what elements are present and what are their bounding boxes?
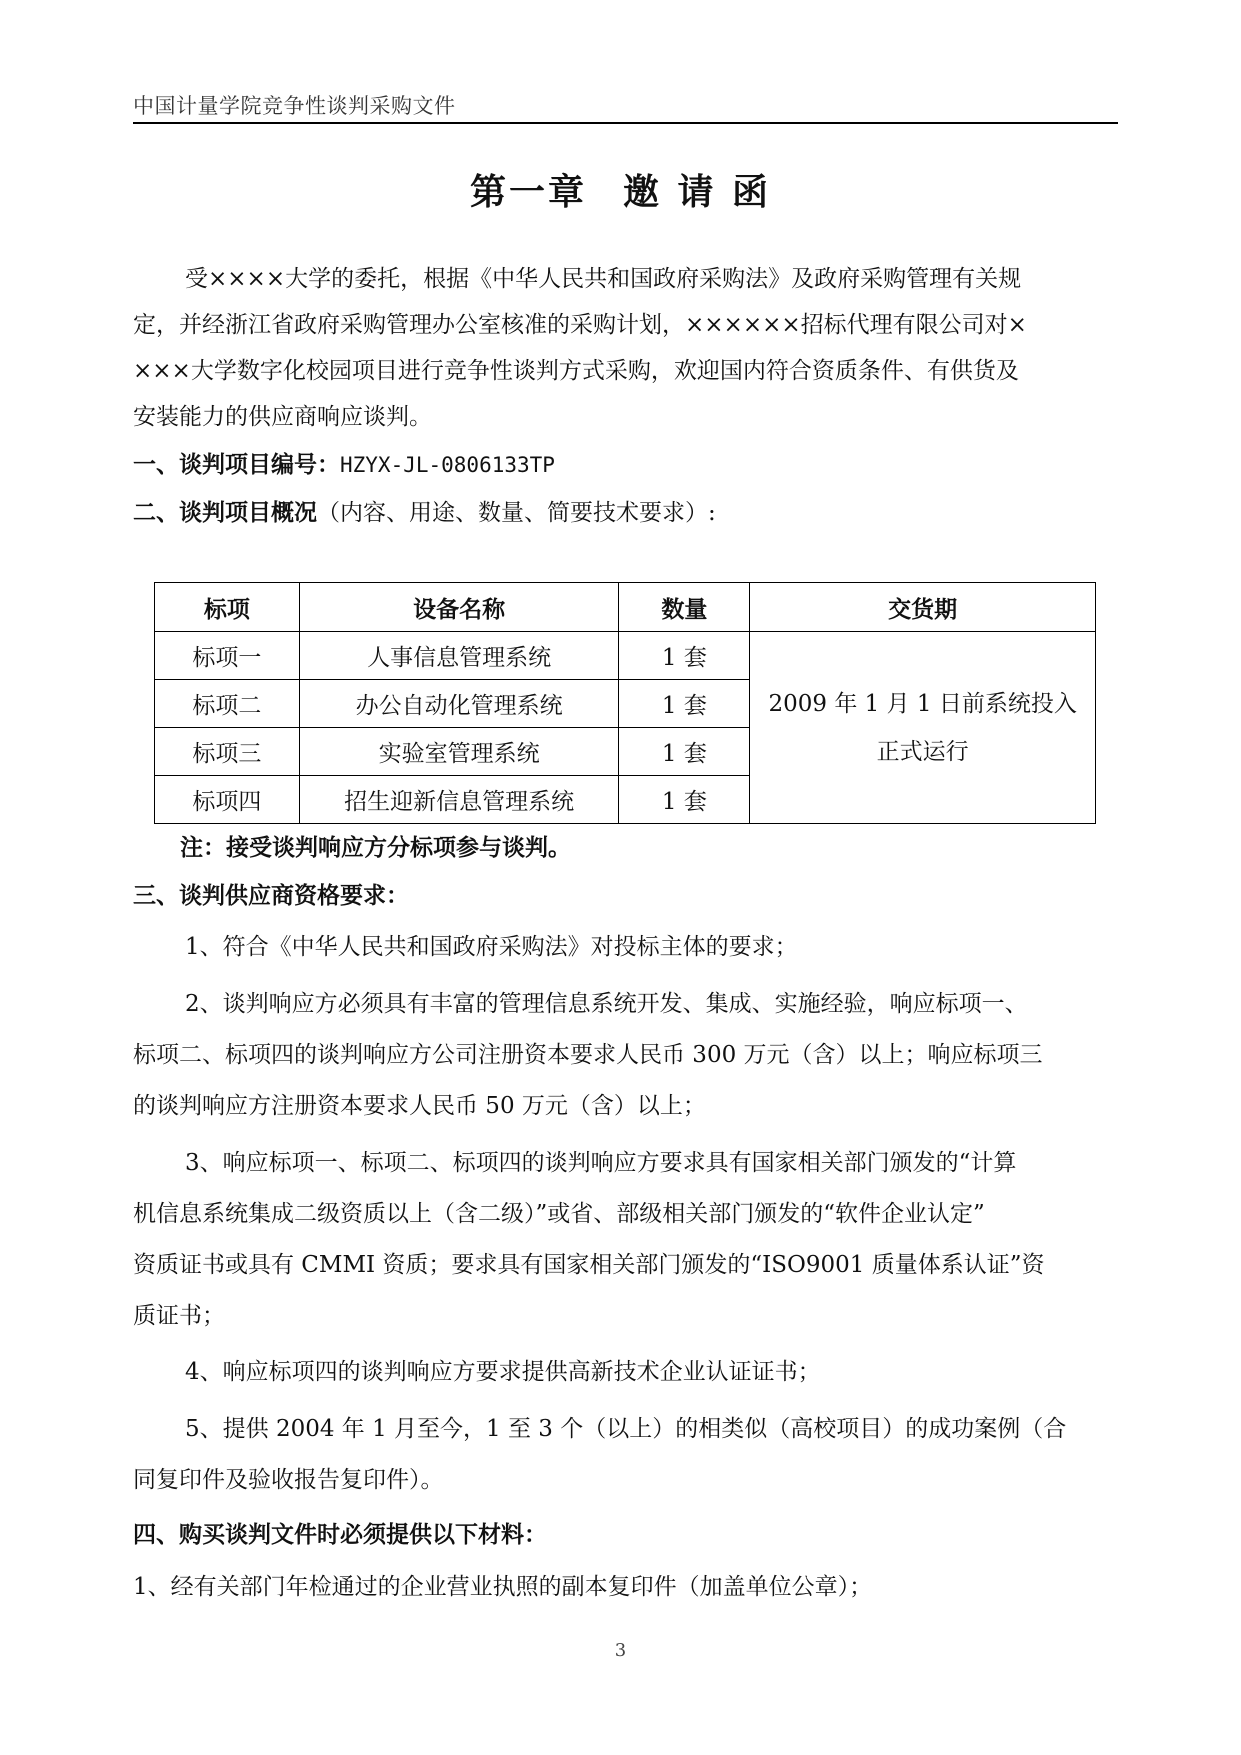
materials-item-1: 1、经有关部门年检通过的企业营业执照的副本复印件（加盖单位公章）； [133, 1574, 873, 1600]
table-row [155, 632, 1096, 680]
requirement-2-line-3: 的谈判响应方注册资本要求人民币 50 万元（含）以上； [133, 1093, 706, 1119]
intro-line-4: 安装能力的供应商响应谈判。 [133, 404, 432, 430]
cell-delivery [750, 632, 1096, 824]
requirement-5-line-2: 同复印件及验收报告复印件）。 [133, 1467, 444, 1493]
page-number: 3 [614, 1640, 627, 1661]
cell-name: 实验室管理系统 [299, 728, 619, 776]
chapter-number: 第一章 [469, 171, 587, 213]
cell-qty: 1 套 [619, 632, 750, 680]
cell-qty: 1 套 [619, 776, 750, 824]
chapter-title [0, 164, 1241, 215]
header-item: 标项 [155, 583, 300, 632]
requirement-2-line-2: 标项二、标项四的谈判响应方公司注册资本要求人民币 300 万元（含）以上；响应标项三 [133, 1042, 1043, 1068]
table-header-row [155, 583, 1096, 632]
cell-name: 人事信息管理系统 [299, 632, 619, 680]
cell-qty: 1 套 [619, 728, 750, 776]
delivery-line-2: 正式运行 [876, 738, 969, 765]
cell-item: 标项三 [155, 728, 300, 776]
header-quantity: 数量 [619, 583, 750, 632]
section-project-overview [133, 494, 716, 527]
page-header [133, 86, 1118, 124]
requirement-5-line-1: 5、提供 2004 年 1 月至今，1 至 3 个（以上）的相类似（高校项目）的成功案例（合 [185, 1416, 1067, 1442]
requirement-1: 1、符合《中华人民共和国政府采购法》对投标主体的要求； [185, 934, 798, 960]
cell-item: 标项二 [155, 680, 300, 728]
section2-suffix: （内容、用途、数量、简要技术要求）: [317, 500, 716, 526]
header-text: 中国计量学院竞争性谈判采购文件 [133, 94, 456, 118]
requirement-3-line-3: 资质证书或具有 CMMI 资质；要求具有国家相关部门颁发的“ISO9001 质量体系认证”资 [133, 1252, 1045, 1278]
cell-item: 标项一 [155, 632, 300, 680]
requirement-3-line-2: 机信息系统集成二级资质以上（含二级）”或省、部级相关部门颁发的“软件企业认定” [133, 1201, 985, 1227]
requirement-4: 4、响应标项四的谈判响应方要求提供高新技术企业认证证书； [185, 1359, 821, 1385]
header-device-name: 设备名称 [299, 583, 619, 632]
section-project-number [133, 446, 555, 479]
requirement-3-line-1: 3、响应标项一、标项二、标项四的谈判响应方要求具有国家相关部门颁发的“计算 [185, 1150, 1017, 1176]
section4-heading: 四、购买谈判文件时必须提供以下材料： [133, 1521, 547, 1548]
cell-item: 标项四 [155, 776, 300, 824]
section3-heading: 三、谈判供应商资格要求： [133, 882, 409, 909]
section2-label: 二、谈判项目概况 [133, 499, 317, 526]
intro-line-2: 定，并经浙江省政府采购管理办公室核准的采购计划，××××××招标代理有限公司对× [133, 312, 1027, 338]
header-delivery: 交货期 [750, 583, 1096, 632]
intro-line-1: 受××××大学的委托，根据《中华人民共和国政府采购法》及政府采购管理有关规 [185, 266, 1022, 292]
project-number-value: HZYX-JL-0806133TP [340, 453, 555, 477]
delivery-line-1: 2009 年 1 月 1 日前系统投入 [768, 690, 1077, 717]
intro-line-3: ×××大学数字化校园项目进行竞争性谈判方式采购，欢迎国内符合资质条件、有供货及 [133, 358, 1019, 384]
cell-name: 招生迎新信息管理系统 [299, 776, 619, 824]
project-items-table [154, 582, 1096, 824]
chapter-name: 邀 请 函 [622, 171, 772, 213]
requirement-3-line-4: 质证书； [133, 1303, 225, 1329]
cell-name: 办公自动化管理系统 [299, 680, 619, 728]
table-note: 注：接受谈判响应方分标项参与谈判。 [180, 834, 571, 861]
section1-label: 一、谈判项目编号： [133, 451, 340, 478]
cell-qty: 1 套 [619, 680, 750, 728]
requirement-2-line-1: 2、谈判响应方必须具有丰富的管理信息系统开发、集成、实施经验，响应标项一、 [185, 991, 1028, 1017]
